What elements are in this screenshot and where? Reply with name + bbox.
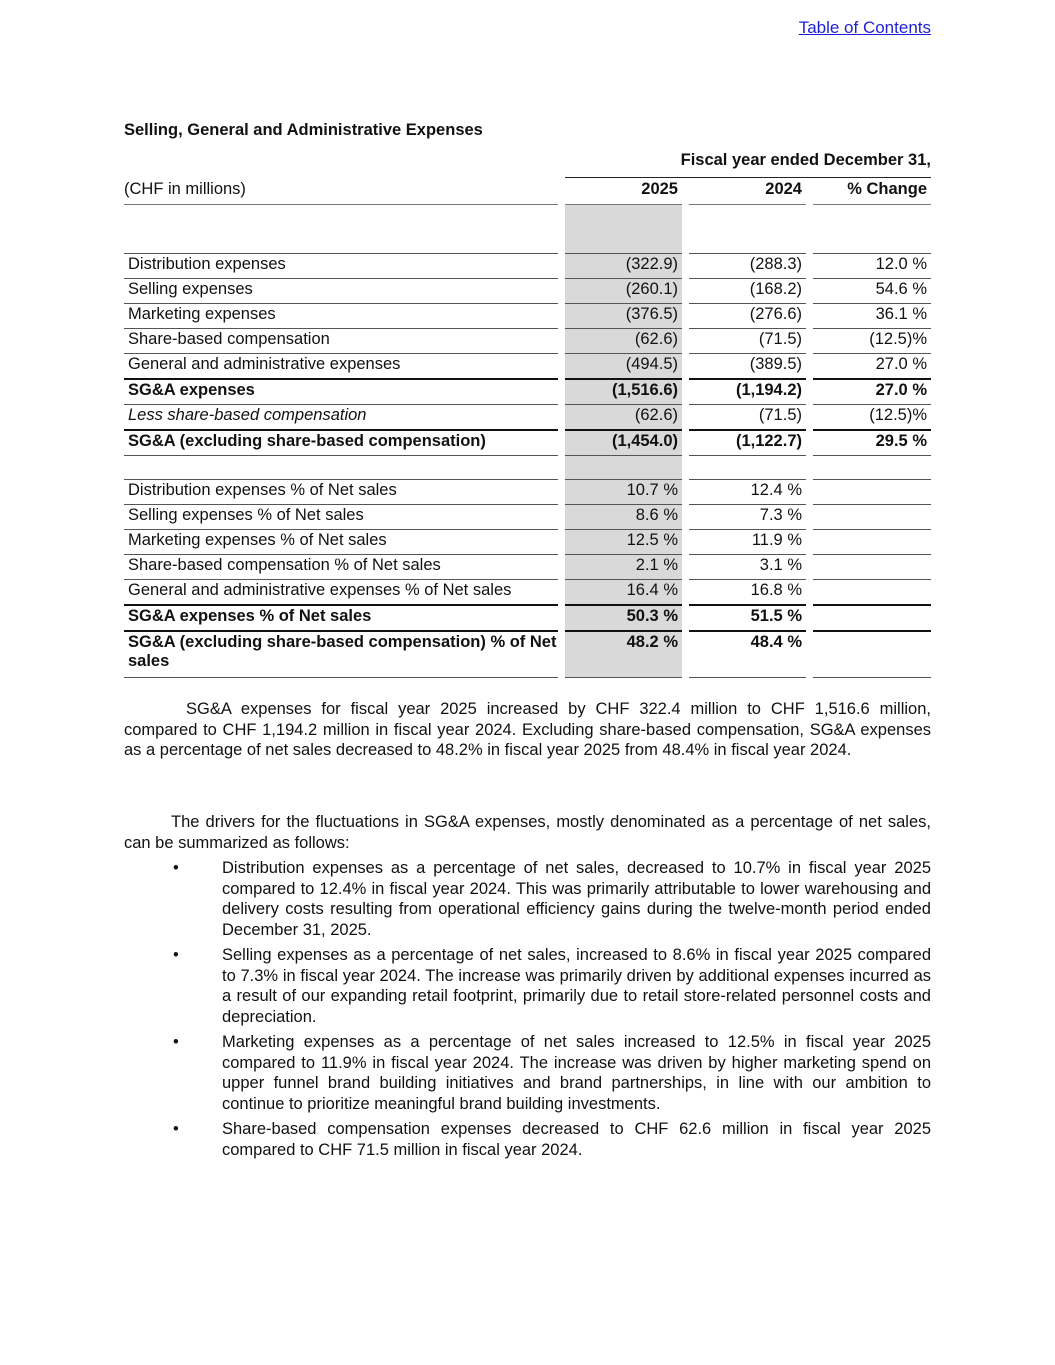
bullet-icon: • [173,1120,179,1138]
value-2024: 11.9 % [689,529,806,554]
value-change [813,554,931,579]
list-item [124,858,931,940]
table-row [124,479,931,504]
table-row [124,278,931,303]
value-2024: (276.6) [689,303,806,328]
value-2025: (260.1) [565,278,682,303]
row-label: Marketing expenses % of Net sales [124,529,558,554]
value-2025: 16.4 % [565,579,682,604]
value-2025: (494.5) [565,353,682,378]
value-2024: (1,194.2) [689,378,806,404]
value-2024: (71.5) [689,328,806,353]
value-2024: 48.4 % [689,630,806,678]
value-2025: (1,516.6) [565,378,682,404]
value-2025: 50.3 % [565,604,682,630]
table-row [124,303,931,328]
list-item [124,945,931,1027]
row-label: SG&A expenses % of Net sales [124,604,558,630]
value-2024: 51.5 % [689,604,806,630]
unit-label: (CHF in millions) [124,180,246,198]
table-row [124,328,931,353]
column-header-2024: 2024 [765,180,802,198]
value-2024: 16.8 % [689,579,806,604]
period-header-row [124,148,931,178]
value-2025: (376.5) [565,303,682,328]
value-2025: 48.2 % [565,630,682,678]
bullet-icon: • [173,859,179,877]
value-change: 29.5 % [813,429,931,455]
row-label: SG&A expenses [124,378,558,404]
value-2024: (71.5) [689,404,806,429]
bullet-text: Marketing expenses as a percentage of net sales increased to 12.5% in fiscal year 2025 compared to 11.9% in fiscal year 2024. The increase was driven by higher marketing spend on upper funnel brand building initiatives and brand partnerships, in line with our ambition to continue to prioritize meaningful brand building investments. [222,1033,931,1113]
period-header: Fiscal year ended December 31, [565,148,931,178]
value-change: 27.0 % [813,378,931,404]
table-row [124,253,931,278]
table-row [124,429,931,455]
value-change [813,630,931,678]
column-header-row [124,178,931,204]
list-item [124,1119,931,1160]
value-2025: (322.9) [565,253,682,278]
value-change [813,529,931,554]
value-2024: (1,122.7) [689,429,806,455]
value-change: 12.0 % [813,253,931,278]
value-2025: (62.6) [565,404,682,429]
bullet-icon: • [173,1033,179,1051]
value-2024: 3.1 % [689,554,806,579]
value-change [813,479,931,504]
row-label: Distribution expenses [124,253,558,278]
drivers-intro-paragraph: The drivers for the fluctuations in SG&A expenses, mostly denominated as a percentage of net sales, can be summarized as follows: [124,813,931,852]
row-label: Selling expenses % of Net sales [124,504,558,529]
bullet-icon: • [173,946,179,964]
value-2024: (168.2) [689,278,806,303]
summary-paragraph: SG&A expenses for fiscal year 2025 increased by CHF 322.4 million to CHF 1,516.6 million, compared to CHF 1,194.2 million in fiscal year 2024. Excluding share-based compensation, SG&A expenses as a percentage of net sales decreased to 48.2% in fiscal year 2025 from 48.4% in fiscal year 2024. [124,700,931,759]
value-change [813,504,931,529]
row-label: Marketing expenses [124,303,558,328]
row-label: General and administrative expenses % of Net sales [124,579,558,604]
row-label: General and administrative expenses [124,353,558,378]
value-2024: 12.4 % [689,479,806,504]
table-row [124,604,931,630]
drivers-list [124,858,931,1165]
bullet-text: Share-based compensation expenses decreased to CHF 62.6 million in fiscal year 2025 compared to CHF 71.5 million in fiscal year 2024. [222,1120,931,1159]
section-title: Selling, General and Administrative Expenses [124,121,483,139]
row-label: SG&A (excluding share-based compensation) [124,429,558,455]
table-row [124,404,931,429]
column-header-2025: 2025 [641,180,678,198]
table-row [124,504,931,529]
bullet-text: Selling expenses as a percentage of net sales, increased to 8.6% in fiscal year 2025 compared to 7.3% in fiscal year 2024. The increase was primarily driven by additional expenses incurred as a result of our expanding retail footprint, primarily due to retail store-related personnel costs and depreciation. [222,946,931,1026]
list-item [124,1032,931,1114]
value-change [813,604,931,630]
row-label: SG&A (excluding share-based compensation) % of Net sales [124,630,558,678]
value-change: 27.0 % [813,353,931,378]
value-2024: (389.5) [689,353,806,378]
value-2024: (288.3) [689,253,806,278]
table-row [124,353,931,378]
spacer-row [124,455,931,479]
value-2025: 10.7 % [565,479,682,504]
table-row [124,378,931,404]
row-label: Share-based compensation % of Net sales [124,554,558,579]
table-row [124,579,931,604]
table-row [124,529,931,554]
value-2025: (62.6) [565,328,682,353]
value-change: (12.5)% [813,404,931,429]
table-row [124,630,931,678]
table-row [124,554,931,579]
value-2025: 12.5 % [565,529,682,554]
value-2025: 8.6 % [565,504,682,529]
row-label: Share-based compensation [124,328,558,353]
bullet-text: Distribution expenses as a percentage of net sales, decreased to 10.7% in fiscal year 2025 compared to 12.4% in fiscal year 2024. This was primarily attributable to lower warehousing and delivery costs resulting from operational efficiency gains during the twelve-month period ended December 31, 2025. [222,859,931,939]
column-header-change: % Change [847,180,927,198]
value-change: 36.1 % [813,303,931,328]
table-of-contents-link[interactable]: Table of Contents [798,18,931,37]
row-label: Less share-based compensation [124,404,558,429]
row-label: Selling expenses [124,278,558,303]
sga-expenses-table [124,148,931,678]
value-change [813,579,931,604]
value-change: 54.6 % [813,278,931,303]
value-change: (12.5)% [813,328,931,353]
spacer-row [124,204,931,253]
value-2025: (1,454.0) [565,429,682,455]
value-2024: 7.3 % [689,504,806,529]
row-label: Distribution expenses % of Net sales [124,479,558,504]
value-2025: 2.1 % [565,554,682,579]
